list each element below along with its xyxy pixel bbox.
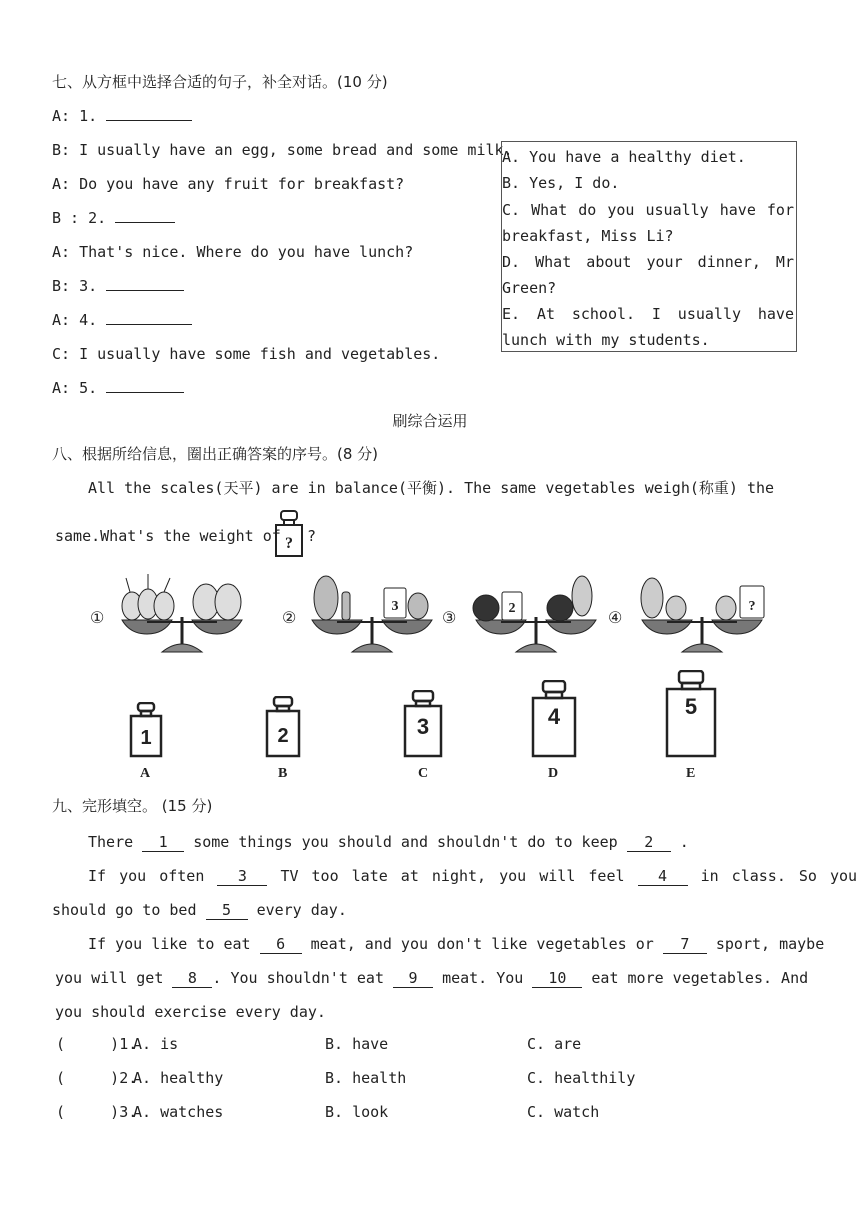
answer-blank-1[interactable] <box>106 120 192 121</box>
weight-d[interactable] <box>530 680 578 762</box>
choice-a[interactable]: A. healthy <box>133 1069 224 1087</box>
subheading: 刷综合运用 <box>392 412 468 430</box>
section8-heading: 八、根据所给信息，圈出正确答案的序号。(8 分) <box>52 445 379 463</box>
question-1 <box>56 1035 816 1055</box>
scale-4 <box>608 572 768 662</box>
section7-heading: 七、从方框中选择合适的句子，补全对话。(10 分) <box>52 73 388 91</box>
dialogue-line-3: A: Do you have any fruit for breakfast? <box>52 175 405 193</box>
scale-number: ③ <box>442 608 457 627</box>
choice-b[interactable]: B. look <box>325 1103 389 1121</box>
choice-b[interactable]: B. health <box>325 1069 407 1087</box>
dialogue-line-5: A: That's nice. Where do you have lunch? <box>52 243 414 261</box>
scale-number: ① <box>90 608 105 627</box>
cloze-line-6: you should exercise every day. <box>55 1003 326 1021</box>
choice-a[interactable]: A. is <box>133 1035 179 1053</box>
cloze-line-3: should go to bed 5 every day. <box>52 901 347 919</box>
cloze-line-5: you will get 8 . You shouldn't eat 9 meat. You 10 eat more vegetables. And <box>55 969 809 987</box>
choice-a[interactable]: A. watches <box>133 1103 224 1121</box>
section9-heading: 九、完形填空。 (15 分) <box>52 797 213 815</box>
mystery-weight-icon <box>273 510 305 558</box>
weight-label-e: E <box>686 766 696 781</box>
dialogue-line-2: B: I usually have an egg, some bread and some milk. <box>52 141 513 159</box>
weight-label-b: B <box>278 766 288 781</box>
svg-text:?: ? <box>748 599 756 614</box>
answer-blank-3[interactable] <box>106 290 184 291</box>
svg-text:5: 5 <box>684 694 698 719</box>
weight-a[interactable] <box>128 702 164 762</box>
cloze-line-1: There 1 some things you should and shouldn't do to keep 2 . <box>88 833 689 851</box>
svg-text:2: 2 <box>277 725 289 747</box>
cloze-blank-5[interactable]: 5 <box>206 901 248 920</box>
cloze-blank-3[interactable]: 3 <box>217 867 267 886</box>
answer-blank-4[interactable] <box>106 324 192 325</box>
svg-text:3: 3 <box>391 599 399 614</box>
options-box <box>501 141 797 352</box>
cloze-blank-7[interactable]: 7 <box>663 935 707 954</box>
svg-text:4: 4 <box>547 704 561 729</box>
svg-text:3: 3 <box>416 714 430 739</box>
weight-label-d: D <box>548 766 559 781</box>
question-number: ( )3. <box>56 1103 138 1121</box>
dialogue-line-9: A: 5. <box>52 378 184 398</box>
question-number: ( )1. <box>56 1035 138 1053</box>
scale-1 <box>88 572 248 662</box>
option-d: D. What about your dinner, Mr Green? <box>502 253 794 297</box>
answer-blank-5[interactable] <box>106 392 184 393</box>
scale-number: ④ <box>608 608 623 627</box>
choice-b[interactable]: B. have <box>325 1035 389 1053</box>
cloze-blank-6[interactable]: 6 <box>260 935 302 954</box>
dialogue-line-4: B : 2. <box>52 208 175 228</box>
scale-number: ② <box>282 608 297 627</box>
option-e: E. At school. I usually have lunch with my students. <box>502 305 794 349</box>
scale-3 <box>442 572 602 662</box>
weight-b[interactable] <box>264 696 302 762</box>
weight-label-a: A <box>140 766 151 781</box>
cloze-blank-9[interactable]: 9 <box>393 969 433 988</box>
cloze-blank-1[interactable]: 1 <box>142 833 184 852</box>
answer-blank-2[interactable] <box>115 222 175 223</box>
svg-text:?: ? <box>285 535 293 552</box>
cloze-blank-8[interactable]: 8 <box>172 969 212 988</box>
dialogue-line-6: B: 3. <box>52 276 184 296</box>
option-a: A. You have a healthy diet. <box>502 148 746 166</box>
weights-row <box>110 672 750 782</box>
question-2 <box>56 1069 816 1089</box>
option-b: B. Yes, I do. <box>502 174 620 192</box>
weight-c[interactable] <box>402 690 444 762</box>
section8-intro-2-end: ? <box>307 527 317 545</box>
choice-c[interactable]: C. watch <box>527 1103 600 1121</box>
option-c: C. What do you usually have for breakfast, Miss Li? <box>502 201 794 245</box>
scales-row <box>88 572 768 662</box>
dialogue-line-1: A: 1. <box>52 106 192 126</box>
section8-intro-1: All the scales(天平) are in balance(平衡). The same vegetables weigh(称重) the <box>88 479 775 497</box>
scale-2 <box>278 572 438 662</box>
cloze-blank-10[interactable]: 10 <box>532 969 582 988</box>
weight-e[interactable] <box>664 670 718 762</box>
choice-c[interactable]: C. are <box>527 1035 582 1053</box>
cloze-blank-4[interactable]: 4 <box>638 867 688 886</box>
cloze-line-4: If you like to eat 6 meat, and you don't like vegetables or 7 sport, maybe <box>88 935 825 953</box>
dialogue-line-7: A: 4. <box>52 310 192 330</box>
question-number: ( )2. <box>56 1069 138 1087</box>
cloze-line-2: If you often 3 TV too late at night, you will feel 4 in class. So you <box>88 867 858 885</box>
svg-text:2: 2 <box>508 601 516 616</box>
dialogue-line-8: C: I usually have some fish and vegetables. <box>52 345 441 363</box>
svg-text:1: 1 <box>140 727 152 749</box>
section8-intro-2: same.What's the weight of <box>55 527 281 545</box>
weight-label-c: C <box>418 766 429 781</box>
choice-c[interactable]: C. healthily <box>527 1069 636 1087</box>
question-3 <box>56 1103 816 1123</box>
cloze-blank-2[interactable]: 2 <box>627 833 671 852</box>
